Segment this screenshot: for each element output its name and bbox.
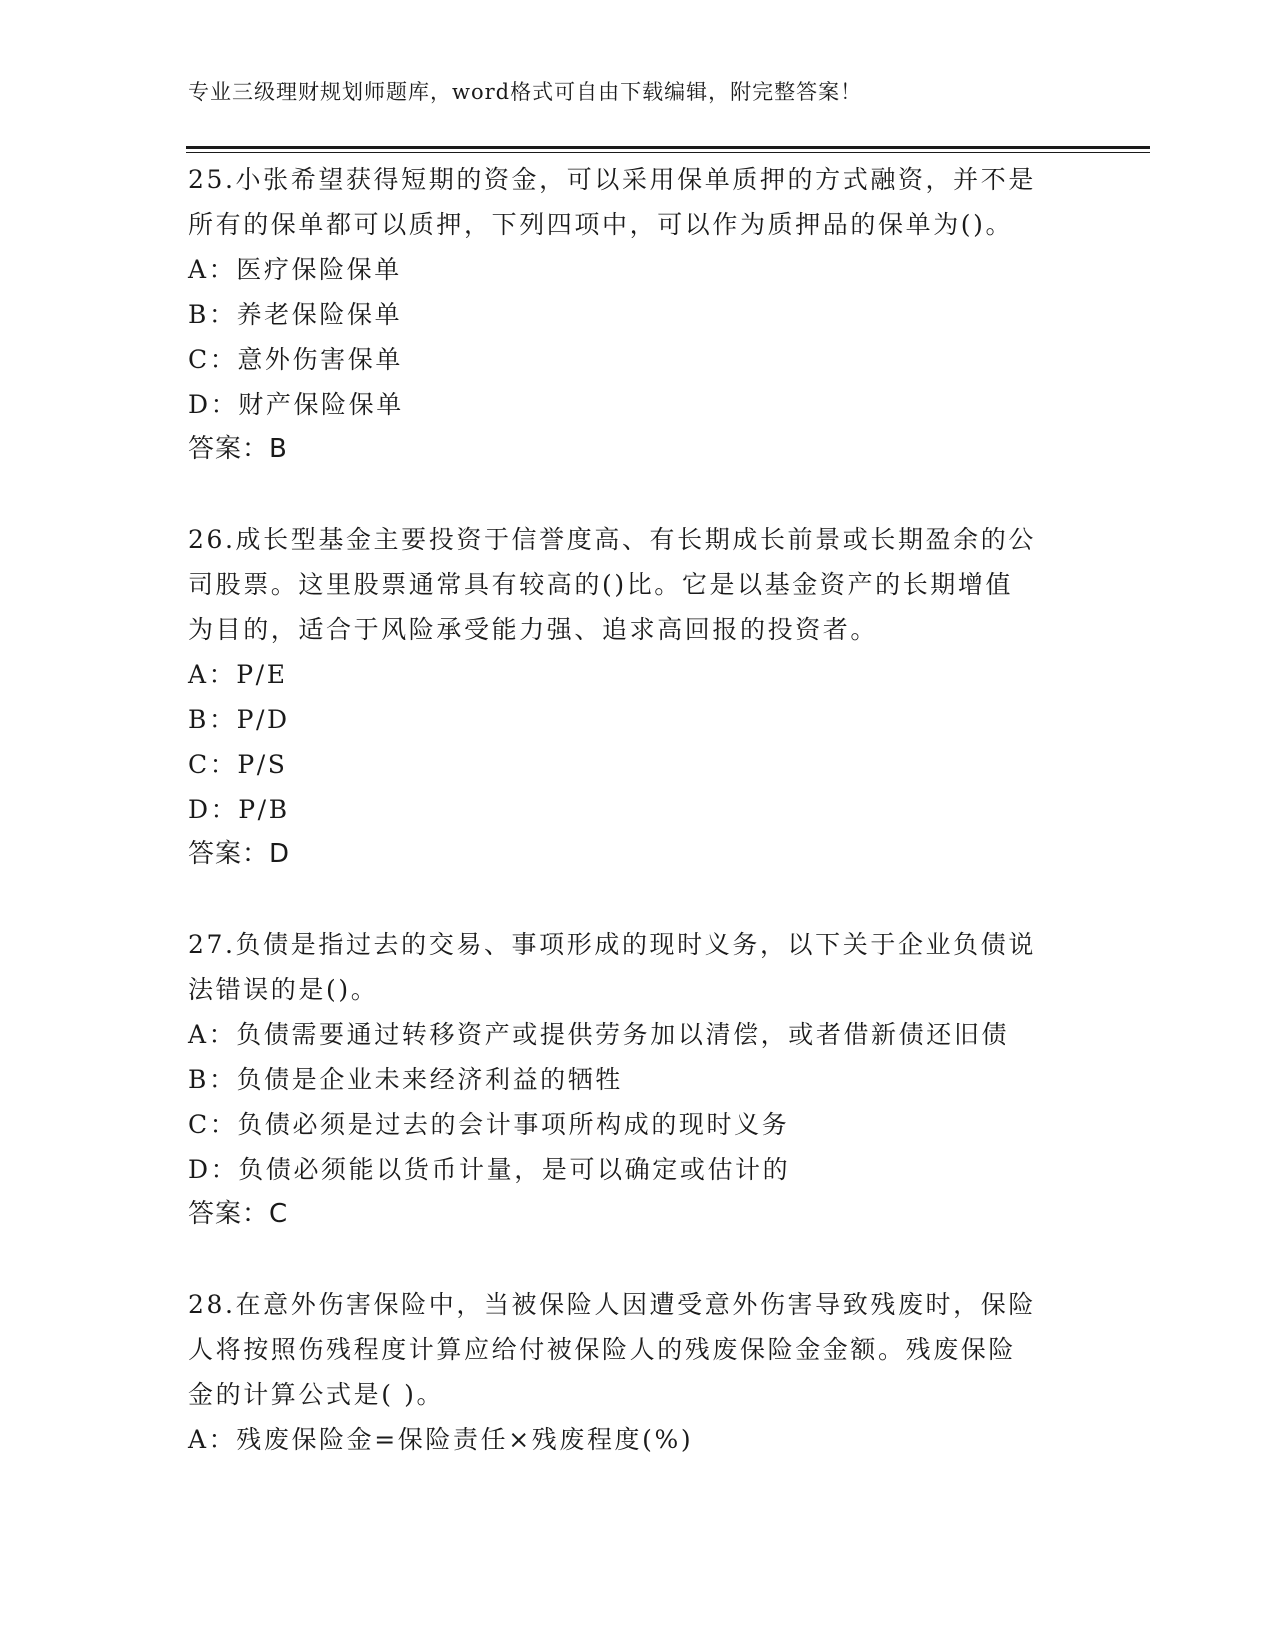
question-stem: 所有的保单都可以质押，下列四项中，可以作为质押品的保单为()。 bbox=[188, 210, 1014, 239]
question-25 bbox=[188, 157, 1088, 472]
option-b: B：养老保险保单 bbox=[188, 300, 403, 329]
question-stem: 法错误的是()。 bbox=[188, 975, 379, 1004]
question-stem: 26.成长型基金主要投资于信誉度高、有长期成长前景或长期盈余的公 bbox=[188, 525, 1036, 554]
question-27 bbox=[188, 922, 1088, 1237]
spacer bbox=[188, 472, 1088, 517]
option-d: D：P/B bbox=[188, 795, 290, 824]
answer: 答案：D bbox=[188, 839, 291, 869]
option-b: B：P/D bbox=[188, 705, 290, 734]
option-d: D：负债必须能以货币计量，是可以确定或估计的 bbox=[188, 1155, 791, 1184]
option-c: C：P/S bbox=[188, 750, 288, 779]
document-header: 专业三级理财规划师题库，word格式可自由下载编辑，附完整答案！ bbox=[188, 80, 863, 104]
question-stem: 28.在意外伤害保险中，当被保险人因遭受意外伤害导致残废时，保险 bbox=[188, 1290, 1036, 1319]
option-a: A：P/E bbox=[188, 660, 288, 689]
option-c: C：意外伤害保单 bbox=[188, 345, 403, 374]
question-stem: 司股票。这里股票通常具有较高的()比。它是以基金资产的长期增值 bbox=[188, 570, 1014, 599]
question-stem: 27.负债是指过去的交易、事项形成的现时义务，以下关于企业负债说 bbox=[188, 930, 1036, 959]
option-c: C：负债必须是过去的会计事项所构成的现时义务 bbox=[188, 1110, 790, 1139]
question-26 bbox=[188, 517, 1088, 877]
option-a: A：负债需要通过转移资产或提供劳务加以清偿，或者借新债还旧债 bbox=[188, 1020, 1010, 1049]
question-28 bbox=[188, 1282, 1088, 1462]
question-stem: 人将按照伤残程度计算应给付被保险人的残废保险金金额。残废保险 bbox=[188, 1335, 1017, 1364]
option-a: A：医疗保险保单 bbox=[188, 255, 402, 284]
option-d: D：财产保险保单 bbox=[188, 390, 404, 419]
option-b: B：负债是企业未来经济利益的牺牲 bbox=[188, 1065, 623, 1094]
option-a: A：残废保险金=保险责任×残废程度(%) bbox=[188, 1425, 694, 1454]
question-stem: 金的计算公式是( )。 bbox=[188, 1380, 445, 1409]
spacer bbox=[188, 877, 1088, 922]
answer: 答案：B bbox=[188, 434, 288, 464]
header-rule-thin bbox=[186, 152, 1150, 153]
question-stem: 为目的，适合于风险承受能力强、追求高回报的投资者。 bbox=[188, 615, 879, 644]
question-stem: 25.小张希望获得短期的资金，可以采用保单质押的方式融资，并不是 bbox=[188, 165, 1036, 194]
question-list bbox=[188, 157, 1088, 1462]
spacer bbox=[188, 1237, 1088, 1282]
header-rule-thick bbox=[186, 146, 1150, 149]
answer: 答案：C bbox=[188, 1199, 289, 1229]
